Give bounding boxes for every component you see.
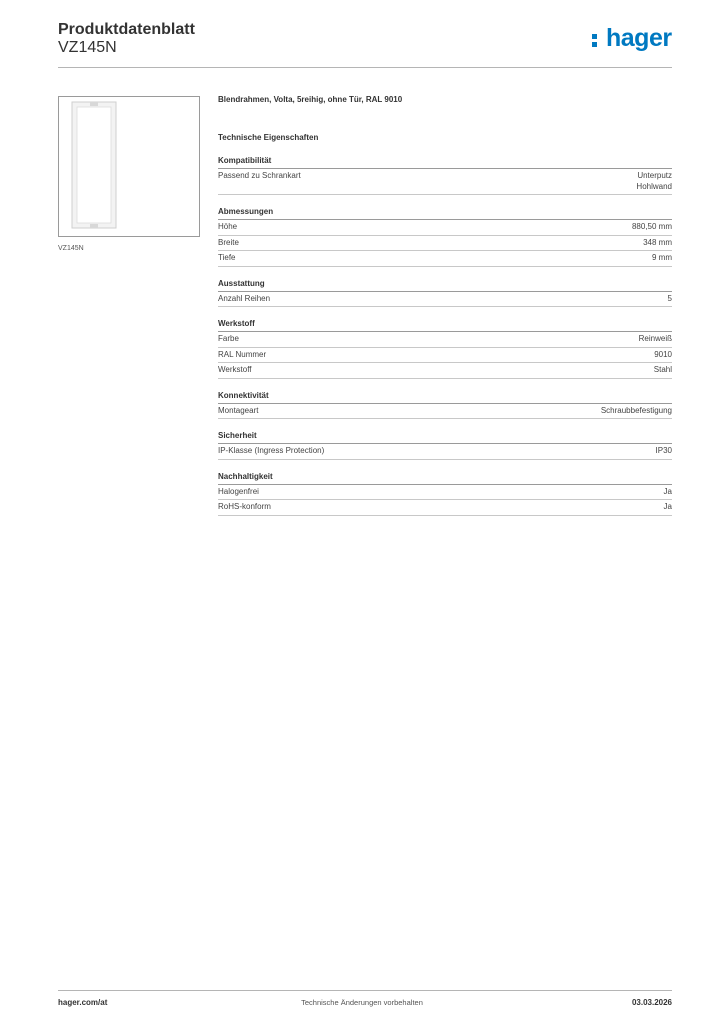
section-title: Ausstattung	[218, 278, 672, 292]
row-value: 9010	[654, 349, 672, 359]
row-value: Unterputz Hohlwand	[636, 171, 672, 191]
row-value: 5	[667, 293, 672, 303]
table-row	[218, 236, 672, 252]
row-label: Werkstoff	[218, 365, 252, 374]
section-werkstoff	[218, 318, 672, 379]
row-label: Farbe	[218, 334, 239, 343]
footer-date: 03.03.2026	[631, 998, 672, 1007]
header-divider	[58, 67, 672, 68]
table-row	[218, 363, 672, 379]
section-kompatibilitaet	[218, 155, 672, 195]
logo-text: hager	[606, 24, 672, 52]
logo-dot-icon	[592, 42, 597, 47]
table-row	[218, 444, 672, 460]
image-caption: VZ145N	[58, 245, 84, 252]
row-value: Reinweiß	[638, 334, 672, 343]
table-row	[218, 348, 672, 364]
section-title: Sicherheit	[218, 430, 672, 444]
section-title: Nachhaltigkeit	[218, 471, 672, 485]
row-label: Breite	[218, 237, 239, 247]
row-label: IP-Klasse (Ingress Protection)	[218, 446, 325, 455]
table-row	[218, 169, 672, 195]
section-abmessungen	[218, 206, 672, 267]
table-row	[218, 251, 672, 267]
row-value: IP30	[655, 446, 672, 455]
section-sicherheit	[218, 430, 672, 460]
row-value: Schraubbefestigung	[600, 405, 672, 415]
table-row	[218, 292, 672, 308]
row-label: Tiefe	[218, 253, 236, 262]
footer-disclaimer: Technische Änderungen vorbehalten	[301, 998, 423, 1007]
table-row	[218, 485, 672, 501]
section-title: Kompatibilität	[218, 155, 672, 169]
frame-image-icon	[59, 97, 199, 236]
row-value: Ja	[663, 486, 672, 496]
row-value: Ja	[663, 502, 672, 511]
table-row	[218, 500, 672, 516]
page-title: Produktdatenblatt	[58, 21, 195, 38]
footer-divider	[58, 990, 672, 991]
product-image	[58, 96, 200, 237]
product-number: VZ145N	[58, 39, 117, 56]
row-label: RoHS-konform	[218, 502, 271, 511]
row-label: Anzahl Reihen	[218, 293, 271, 303]
section-title: Werkstoff	[218, 318, 672, 332]
product-title: Blendrahmen, Volta, 5reihig, ohne Tür, RAL 9010	[218, 95, 403, 104]
row-label: Halogenfrei	[218, 486, 259, 496]
section-nachhaltigkeit	[218, 471, 672, 516]
logo-dot-icon	[592, 34, 597, 39]
row-value: Stahl	[653, 365, 672, 374]
table-row	[218, 220, 672, 236]
row-label: Montageart	[218, 405, 259, 415]
tech-properties-heading: Technische Eigenschaften	[218, 133, 319, 142]
row-label: RAL Nummer	[218, 349, 267, 359]
section-konnektivitaet	[218, 390, 672, 420]
section-title: Konnektivität	[218, 390, 672, 404]
section-title: Abmessungen	[218, 206, 672, 220]
footer-website-link[interactable]: hager.com/at	[58, 998, 108, 1007]
row-value: 9 mm	[652, 253, 672, 262]
row-value: 880,50 mm	[631, 222, 672, 231]
section-ausstattung	[218, 278, 672, 308]
row-label: Passend zu Schrankart	[218, 171, 301, 180]
product-details	[218, 94, 672, 516]
row-value: 348 mm	[643, 237, 672, 247]
table-row	[218, 404, 672, 420]
table-row	[218, 332, 672, 348]
row-label: Höhe	[218, 222, 238, 231]
